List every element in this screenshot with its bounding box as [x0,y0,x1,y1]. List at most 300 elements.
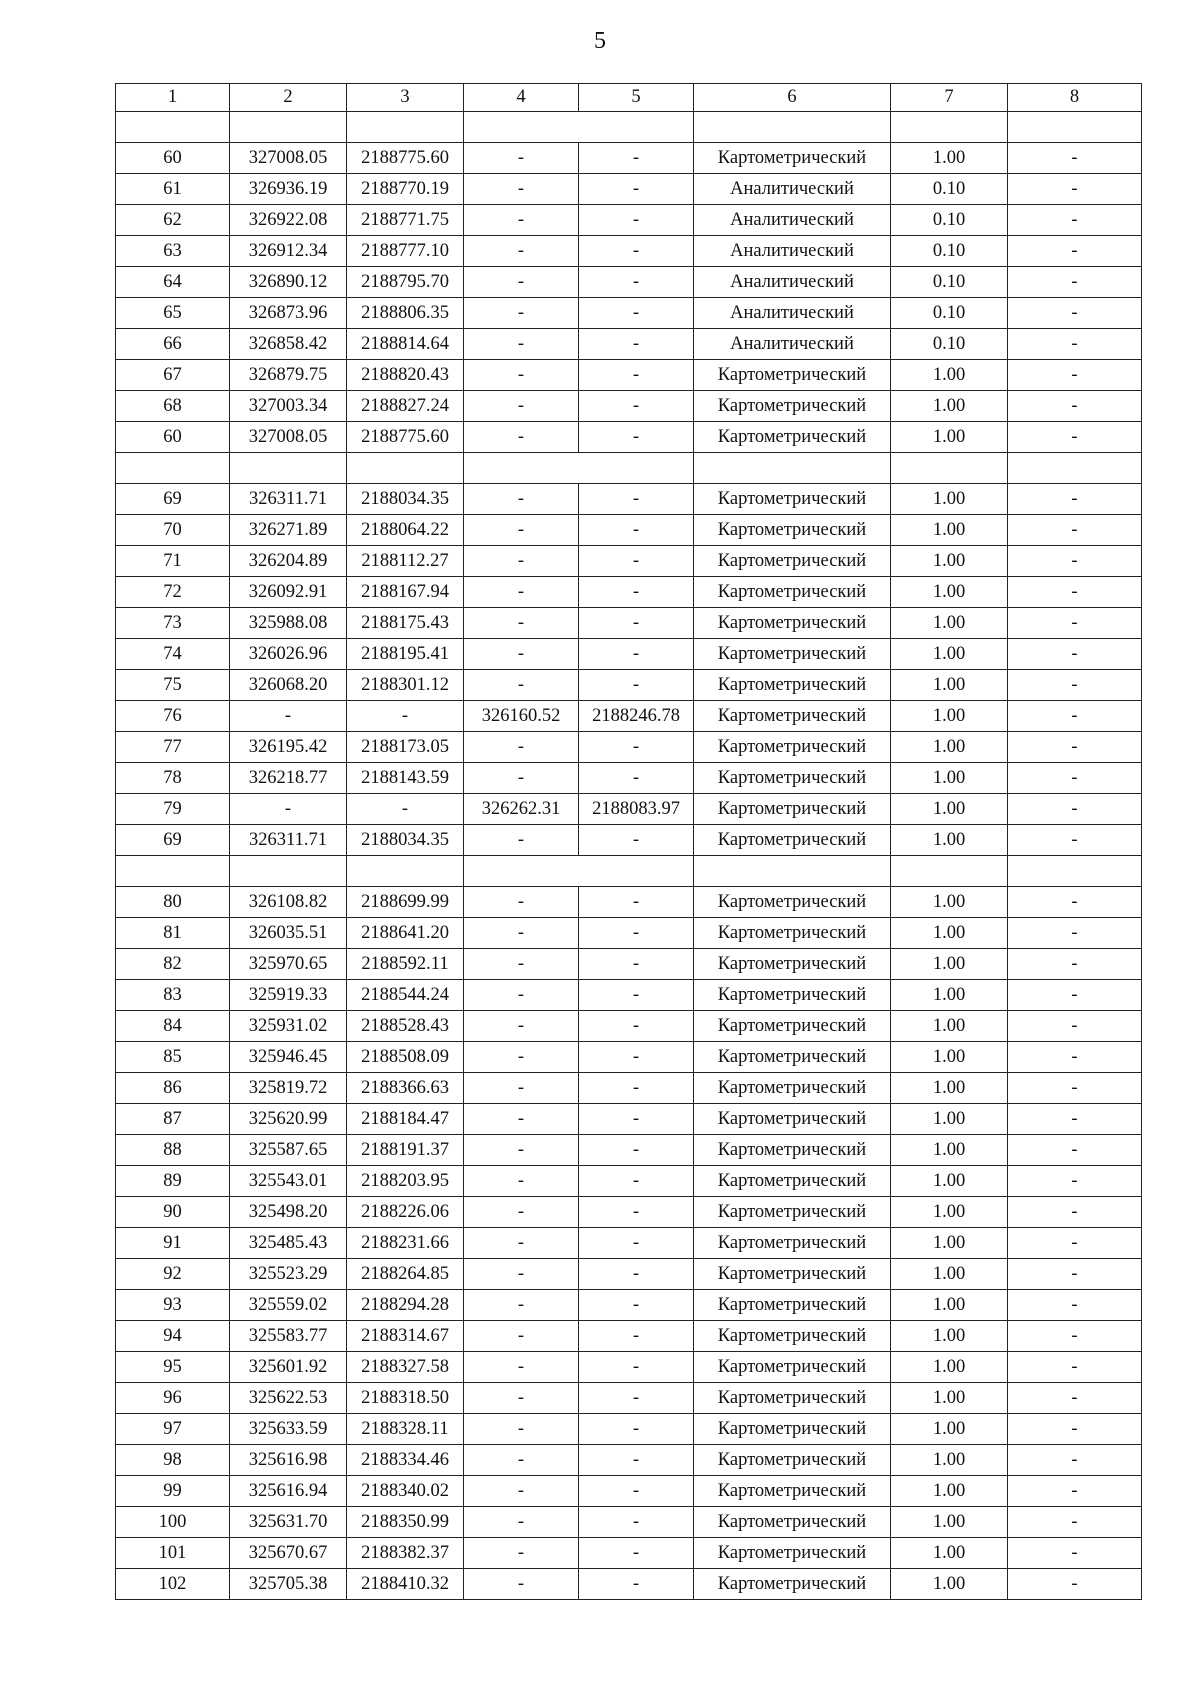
table-cell-col-6: Картометрический [694,887,891,918]
table-cell-col-3: 2188806.35 [347,298,464,329]
table-cell-col-7: 1.00 [891,360,1008,391]
table-cell-col-2: 325485.43 [230,1228,347,1259]
table-cell-col-3: 2188301.12 [347,670,464,701]
table-row [116,1042,1142,1073]
table-cell-col-2: 326936.19 [230,174,347,205]
table-row [116,1445,1142,1476]
table-cell-col-2: 325620.99 [230,1104,347,1135]
table-cell-col-5: - [579,980,694,1011]
table-cell-col-5: - [579,918,694,949]
table-cell-col-5: - [579,329,694,360]
table-body [116,112,1142,1600]
table-cell-col-8: - [1008,1352,1142,1383]
table-cell-col-7: 1.00 [891,1073,1008,1104]
table-cell-col-2: 325559.02 [230,1290,347,1321]
table-cell-col-6: Картометрический [694,980,891,1011]
table-cell-col-1: 89 [116,1166,230,1197]
table-cell-col-4: - [464,205,579,236]
table-row [116,1104,1142,1135]
table-cell-col-7: 1.00 [891,763,1008,794]
table-cell-col-4: - [464,1197,579,1228]
table-cell-col-8: - [1008,1197,1142,1228]
table-cell-col-8: - [1008,391,1142,422]
table-cell-col-4: - [464,732,579,763]
table-cell-col-6: Картометрический [694,1197,891,1228]
table-cell-col-8: - [1008,1228,1142,1259]
table-cell-col-1: 78 [116,763,230,794]
table-cell-col-8: - [1008,174,1142,205]
table-row [116,360,1142,391]
coordinates-table [115,83,1142,1600]
table-cell-col-3: 2188350.99 [347,1507,464,1538]
table-cell-col-3: - [347,701,464,732]
empty-cell [230,453,347,484]
table-cell-col-2: 326108.82 [230,887,347,918]
empty-cell [694,856,891,887]
table-cell-col-5: - [579,949,694,980]
table-cell-col-3: 2188064.22 [347,515,464,546]
table-cell-col-1: 69 [116,825,230,856]
table-cell-col-7: 0.10 [891,236,1008,267]
empty-cell [347,112,464,143]
table-cell-col-3: 2188382.37 [347,1538,464,1569]
table-row [116,1476,1142,1507]
table-cell-col-7: 1.00 [891,143,1008,174]
table-cell-col-1: 96 [116,1383,230,1414]
table-cell-col-3: 2188795.70 [347,267,464,298]
table-cell-col-3: 2188699.99 [347,887,464,918]
table-cell-col-1: 91 [116,1228,230,1259]
table-cell-col-4: 326262.31 [464,794,579,825]
table-cell-col-4: - [464,422,579,453]
table-cell-col-1: 83 [116,980,230,1011]
table-row [116,1011,1142,1042]
table-cell-col-1: 70 [116,515,230,546]
table-cell-col-1: 90 [116,1197,230,1228]
table-cell-col-4: - [464,1228,579,1259]
table-cell-col-3: 2188334.46 [347,1445,464,1476]
table-cell-col-2: 325587.65 [230,1135,347,1166]
table-cell-col-5: - [579,205,694,236]
table-cell-col-2: 325543.01 [230,1166,347,1197]
table-cell-col-2: 325633.59 [230,1414,347,1445]
table-row [116,1166,1142,1197]
table-cell-col-4: - [464,577,579,608]
table-cell-col-5: - [579,1383,694,1414]
table-cell-col-5: - [579,1228,694,1259]
table-cell-col-8: - [1008,422,1142,453]
table-cell-col-6: Картометрический [694,1383,891,1414]
table-cell-col-4: - [464,329,579,360]
table-cell-col-7: 1.00 [891,1507,1008,1538]
table-cell-col-5: - [579,1569,694,1600]
table-cell-col-7: 1.00 [891,732,1008,763]
table-cell-col-3: 2188327.58 [347,1352,464,1383]
empty-cell [230,112,347,143]
table-cell-col-7: 1.00 [891,980,1008,1011]
empty-cell [230,856,347,887]
table-cell-col-5: - [579,174,694,205]
table-cell-col-2: 326204.89 [230,546,347,577]
table-cell-col-1: 76 [116,701,230,732]
table-cell-col-3: 2188814.64 [347,329,464,360]
table-cell-col-3: 2188226.06 [347,1197,464,1228]
table-cell-col-7: 1.00 [891,1011,1008,1042]
table-cell-col-5: - [579,1042,694,1073]
table-cell-col-5: - [579,391,694,422]
table-cell-col-3: 2188827.24 [347,391,464,422]
table-cell-col-2: 326311.71 [230,825,347,856]
table-cell-col-2: 325988.08 [230,608,347,639]
table-cell-col-4: - [464,1445,579,1476]
table-cell-col-7: 0.10 [891,298,1008,329]
table-cell-col-6: Картометрический [694,701,891,732]
table-row [116,794,1142,825]
table-cell-col-5: - [579,546,694,577]
table-cell-col-5: - [579,887,694,918]
table-cell-col-7: 1.00 [891,1259,1008,1290]
table-cell-col-5: - [579,1290,694,1321]
table-cell-col-1: 66 [116,329,230,360]
empty-cell [1008,453,1142,484]
table-cell-col-1: 60 [116,422,230,453]
table-cell-col-7: 1.00 [891,484,1008,515]
table-row [116,701,1142,732]
table-cell-col-3: 2188770.19 [347,174,464,205]
table-cell-col-4: - [464,174,579,205]
table-cell-col-1: 72 [116,577,230,608]
table-row [116,1538,1142,1569]
table-cell-col-8: - [1008,267,1142,298]
table-row [116,1383,1142,1414]
table-cell-col-1: 95 [116,1352,230,1383]
table-cell-col-2: - [230,701,347,732]
table-cell-col-4: - [464,639,579,670]
table-cell-col-1: 99 [116,1476,230,1507]
table-cell-col-2: 325498.20 [230,1197,347,1228]
table-cell-col-1: 98 [116,1445,230,1476]
table-cell-col-1: 81 [116,918,230,949]
page-number: 5 [594,28,606,54]
empty-cell [891,112,1008,143]
table-cell-col-5: - [579,577,694,608]
table-cell-col-4: - [464,546,579,577]
table-cell-col-8: - [1008,732,1142,763]
table-cell-col-8: - [1008,1507,1142,1538]
table-cell-col-4: - [464,267,579,298]
table-row [116,546,1142,577]
table-cell-col-8: - [1008,298,1142,329]
table-cell-col-6: Картометрический [694,577,891,608]
table-row [116,1414,1142,1445]
table-cell-col-4: - [464,1042,579,1073]
table-cell-col-1: 62 [116,205,230,236]
empty-cell [891,856,1008,887]
table-row [116,329,1142,360]
table-cell-col-8: - [1008,1414,1142,1445]
table-cell-col-4: - [464,515,579,546]
table-cell-col-1: 84 [116,1011,230,1042]
table-cell-col-7: 1.00 [891,1228,1008,1259]
table-cell-col-5: - [579,732,694,763]
table-cell-col-2: 326026.96 [230,639,347,670]
table-cell-col-3: 2188294.28 [347,1290,464,1321]
table-cell-col-5: - [579,1259,694,1290]
table-cell-col-3: 2188191.37 [347,1135,464,1166]
table-cell-col-3: 2188231.66 [347,1228,464,1259]
empty-cell [464,453,694,484]
header-row [116,84,1142,112]
table-cell-col-1: 87 [116,1104,230,1135]
table-row [116,143,1142,174]
table-cell-col-8: - [1008,1104,1142,1135]
table-cell-col-6: Картометрический [694,1507,891,1538]
table-cell-col-2: 325705.38 [230,1569,347,1600]
table-cell-col-8: - [1008,1011,1142,1042]
table-cell-col-7: 1.00 [891,1414,1008,1445]
table-cell-col-8: - [1008,546,1142,577]
empty-cell [116,112,230,143]
table-cell-col-6: Картометрический [694,1538,891,1569]
table-cell-col-5: - [579,1352,694,1383]
table-cell-col-5: - [579,639,694,670]
table-cell-col-4: - [464,763,579,794]
table-cell-col-4: - [464,1290,579,1321]
table-cell-col-5: - [579,422,694,453]
table-row [116,1228,1142,1259]
table-cell-col-1: 63 [116,236,230,267]
table-cell-col-4: - [464,1414,579,1445]
table-row [116,391,1142,422]
table-cell-col-2: 326311.71 [230,484,347,515]
table-cell-col-1: 79 [116,794,230,825]
table-cell-col-8: - [1008,1290,1142,1321]
table-cell-col-7: 0.10 [891,174,1008,205]
table-row [116,174,1142,205]
empty-cell [347,453,464,484]
table-row [116,1135,1142,1166]
empty-cell [464,856,694,887]
table-row [116,298,1142,329]
table-cell-col-2: 325622.53 [230,1383,347,1414]
table-cell-col-3: 2188034.35 [347,825,464,856]
table-cell-col-4: - [464,825,579,856]
table-cell-col-1: 74 [116,639,230,670]
separator-row [116,856,1142,887]
table-cell-col-7: 1.00 [891,391,1008,422]
table-cell-col-7: 1.00 [891,1538,1008,1569]
table-cell-col-4: - [464,1259,579,1290]
table-cell-col-2: 326890.12 [230,267,347,298]
table-cell-col-3: 2188775.60 [347,143,464,174]
table-cell-col-7: 1.00 [891,1290,1008,1321]
table-cell-col-8: - [1008,360,1142,391]
table-cell-col-5: - [579,1445,694,1476]
table-cell-col-5: - [579,484,694,515]
table-cell-col-8: - [1008,1321,1142,1352]
table-cell-col-2: 326879.75 [230,360,347,391]
table-cell-col-1: 75 [116,670,230,701]
table-cell-col-5: - [579,1135,694,1166]
table-cell-col-4: - [464,887,579,918]
table-cell-col-1: 92 [116,1259,230,1290]
table-cell-col-5: - [579,236,694,267]
table-cell-col-7: 1.00 [891,825,1008,856]
table-cell-col-6: Картометрический [694,639,891,670]
table-cell-col-5: - [579,608,694,639]
empty-cell [694,112,891,143]
table-cell-col-1: 65 [116,298,230,329]
table-cell-col-5: 2188246.78 [579,701,694,732]
table-cell-col-6: Картометрический [694,1073,891,1104]
table-cell-col-6: Картометрический [694,1290,891,1321]
table-cell-col-8: - [1008,701,1142,732]
table-cell-col-2: 326922.08 [230,205,347,236]
table-cell-col-2: - [230,794,347,825]
table-cell-col-6: Картометрический [694,1476,891,1507]
table-row [116,763,1142,794]
table-cell-col-7: 1.00 [891,1104,1008,1135]
table-cell-col-2: 325616.98 [230,1445,347,1476]
table-cell-col-1: 94 [116,1321,230,1352]
table-cell-col-7: 1.00 [891,546,1008,577]
table-cell-col-7: 1.00 [891,515,1008,546]
table-cell-col-7: 1.00 [891,1135,1008,1166]
table-cell-col-1: 69 [116,484,230,515]
table-cell-col-6: Аналитический [694,236,891,267]
table-cell-col-7: 1.00 [891,949,1008,980]
table-cell-col-8: - [1008,1042,1142,1073]
table-cell-col-3: 2188528.43 [347,1011,464,1042]
table-cell-col-7: 1.00 [891,794,1008,825]
table-cell-col-7: 0.10 [891,329,1008,360]
table-cell-col-7: 1.00 [891,1476,1008,1507]
table-cell-col-4: - [464,360,579,391]
table-cell-col-8: - [1008,236,1142,267]
table-cell-col-8: - [1008,1073,1142,1104]
table-cell-col-8: - [1008,577,1142,608]
table-cell-col-4: - [464,236,579,267]
table-cell-col-4: - [464,1569,579,1600]
column-header-8: 8 [1008,84,1142,112]
table-cell-col-7: 1.00 [891,1042,1008,1073]
empty-cell [1008,856,1142,887]
table-cell-col-4: - [464,1476,579,1507]
table-cell-col-3: 2188112.27 [347,546,464,577]
table-cell-col-3: 2188775.60 [347,422,464,453]
table-cell-col-1: 86 [116,1073,230,1104]
table-cell-col-1: 80 [116,887,230,918]
table-cell-col-4: - [464,1073,579,1104]
table-cell-col-4: - [464,1166,579,1197]
table-row [116,1321,1142,1352]
table-cell-col-2: 326912.34 [230,236,347,267]
table-cell-col-7: 1.00 [891,887,1008,918]
table-cell-col-1: 85 [116,1042,230,1073]
table-cell-col-1: 73 [116,608,230,639]
table-cell-col-4: - [464,298,579,329]
table-cell-col-1: 71 [116,546,230,577]
empty-cell [891,453,1008,484]
table-cell-col-3: 2188771.75 [347,205,464,236]
table-cell-col-5: - [579,1104,694,1135]
table-cell-col-7: 1.00 [891,1383,1008,1414]
table-cell-col-7: 1.00 [891,1445,1008,1476]
table-cell-col-1: 68 [116,391,230,422]
table-cell-col-8: - [1008,1383,1142,1414]
table-cell-col-8: - [1008,763,1142,794]
table-cell-col-2: 327003.34 [230,391,347,422]
table-cell-col-3: 2188366.63 [347,1073,464,1104]
table-row [116,1073,1142,1104]
table-row [116,1569,1142,1600]
table-cell-col-5: - [579,1538,694,1569]
table-cell-col-6: Картометрический [694,825,891,856]
table-cell-col-8: - [1008,143,1142,174]
table-cell-col-8: - [1008,484,1142,515]
table-cell-col-5: - [579,298,694,329]
table-cell-col-7: 1.00 [891,1352,1008,1383]
table-cell-col-2: 326068.20 [230,670,347,701]
table-cell-col-5: - [579,1476,694,1507]
table-cell-col-5: - [579,143,694,174]
table-cell-col-4: - [464,143,579,174]
table-cell-col-6: Аналитический [694,174,891,205]
table-cell-col-8: - [1008,639,1142,670]
table-cell-col-8: - [1008,1445,1142,1476]
table-cell-col-2: 326873.96 [230,298,347,329]
table-cell-col-3: 2188641.20 [347,918,464,949]
table-cell-col-3: 2188544.24 [347,980,464,1011]
empty-cell [116,453,230,484]
table-cell-col-8: - [1008,1135,1142,1166]
table-cell-col-8: - [1008,980,1142,1011]
table-cell-col-5: - [579,515,694,546]
table-cell-col-4: - [464,1011,579,1042]
table-cell-col-4: - [464,1383,579,1414]
table-cell-col-8: - [1008,329,1142,360]
empty-cell [116,856,230,887]
table-row [116,1290,1142,1321]
table-cell-col-6: Картометрический [694,1259,891,1290]
table-row [116,887,1142,918]
table-row [116,918,1142,949]
table-cell-col-4: - [464,670,579,701]
table-cell-col-2: 326035.51 [230,918,347,949]
table-cell-col-2: 326271.89 [230,515,347,546]
table-cell-col-6: Картометрический [694,608,891,639]
table-cell-col-6: Картометрический [694,1352,891,1383]
table-cell-col-3: 2188175.43 [347,608,464,639]
table-row [116,484,1142,515]
table-cell-col-6: Картометрический [694,1011,891,1042]
table-cell-col-6: Картометрический [694,1228,891,1259]
table-row [116,1197,1142,1228]
table-cell-col-1: 82 [116,949,230,980]
table-cell-col-2: 326092.91 [230,577,347,608]
table-cell-col-3: 2188173.05 [347,732,464,763]
table-cell-col-4: - [464,980,579,1011]
table-cell-col-6: Картометрический [694,1321,891,1352]
table-cell-col-2: 326218.77 [230,763,347,794]
table-cell-col-4: - [464,391,579,422]
table-cell-col-6: Картометрический [694,422,891,453]
table-cell-col-8: - [1008,1538,1142,1569]
empty-cell [1008,112,1142,143]
table-cell-col-6: Картометрический [694,763,891,794]
table-cell-col-5: - [579,1507,694,1538]
column-header-2: 2 [230,84,347,112]
